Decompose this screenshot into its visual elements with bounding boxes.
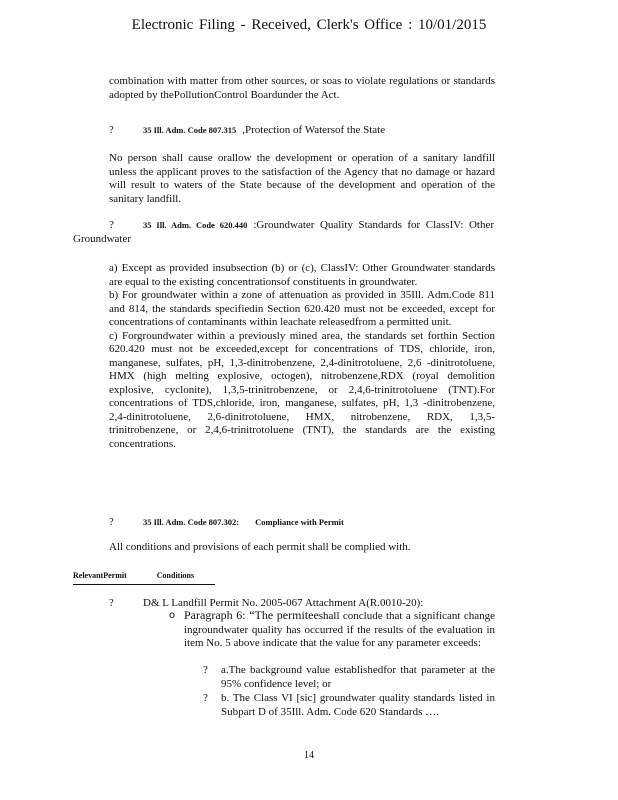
citation-code: 35 Ill. Adm. Code 807.315 xyxy=(143,125,237,135)
citation-code: 35 Ill. Adm. Code 620.440 xyxy=(143,220,248,230)
paragraph-807-315-text: No person shall cause orallow the development or operation of a sanitary landfill unless the applicant proves to the satisfaction of the Agency that no damage or hazard will result to waters of the State because of the development and operation of the sanitary landfill. xyxy=(109,152,495,205)
missing-glyph-marker: ? xyxy=(203,664,208,676)
permit-reference: D& L Landfill Permit No. 2005-067 Attachment A(R.0010-20): xyxy=(143,597,424,609)
paragraph-a: a) Except as provided insubsection (b) or (c), ClassIV: Other Groundwater standards are equal to the existing concentrationsof constituents in groundwater. xyxy=(109,262,495,288)
intro-paragraph xyxy=(109,75,495,102)
circle-bullet-icon: o xyxy=(169,610,176,621)
paragraph-c: c) Forgroundwater within a previously mined area, the standards set forthin Section 620.420 must not be exceeded,except for concentrations of TDS, chloride, iron, manganese, sulfates, pH, 1,3-dinitrobenzene, 2,4-dinitrotoluene, 2,6 -dinitrotoluene, HMX (high melting explosive, octogen), nitrobenzene,RDX (royal demolition explosive, cyclonite), 1,3,5-trinitrobenzene, or 2,4,6-trinitrotoluene (TNT).For concentrations of TDS,chloride, iron, manganese, sulfates, pH, 1,3 -dinitrobenzene, 2,4-dinitrotoluene, 2,6-dinitrotoluene, HMX, nitrobenzene, RDX, 1,3,5-trinitrobenzene, or 2,4,6-trinitrotoluene (TNT), the standards are the existing concentrations. xyxy=(109,329,495,450)
page-number: 14 xyxy=(304,750,314,761)
paragraph-b: b) For groundwater within a zone of attenuation as provided in 35Ill. Adm.Code 811 and 814, the standards specifiedin Section 620.420 must not be exceeded, except for concentrations of contaminants within leachate releasedfrom a permitted unit. xyxy=(109,289,495,328)
column-heading-relevant-permit: RelevantPermit xyxy=(73,571,127,580)
missing-glyph-marker: ? xyxy=(109,598,114,609)
paragraph-6-text xyxy=(184,609,495,651)
condition-b xyxy=(221,692,495,719)
column-heading-conditions: Conditions xyxy=(156,571,195,580)
citation-title: ,Protection of Watersof the State xyxy=(242,124,386,136)
paragraph-6-lead: Paragraph 6: “The permitee xyxy=(184,608,319,622)
citation-620-440 xyxy=(73,219,494,246)
condition-a-text: a.The background value establishedfor that parameter at the 95% confidence level; or xyxy=(221,664,495,690)
citation-title: Compliance with Permit xyxy=(255,517,344,527)
paragraph-807-302-text: All conditions and provisions of each permit shall be complied with. xyxy=(109,541,411,553)
paragraph-6-rest: shall conclude that a significant change ingroundwater quality has occurred if the results of the evaluation in item No. 5 above indicate that the value for any parameter exceeds: xyxy=(184,610,495,649)
page-header: Electronic Filing - Received, Clerk's Office : 10/01/2015 xyxy=(131,17,487,33)
section-620-440-body xyxy=(109,262,495,451)
missing-glyph-marker: ? xyxy=(109,517,114,528)
missing-glyph-marker: ? xyxy=(203,692,208,704)
condition-a xyxy=(221,664,495,691)
intro-text: combination with matter from other sources, or soas to violate regulations or standards adopted by thePollutionControl Boardunder the Act. xyxy=(109,75,495,101)
column-headings xyxy=(73,569,215,585)
paragraph-6 xyxy=(184,609,495,651)
citation-807-315 xyxy=(109,124,385,138)
citation-807-302 xyxy=(109,516,350,530)
missing-glyph-marker: ? xyxy=(109,219,114,231)
paragraph-807-315 xyxy=(109,152,495,206)
citation-code: 35 Ill. Adm. Code 807.302: xyxy=(143,517,240,527)
citation-title: :Groundwater Quality Standards for ClassIV: Other Groundwater xyxy=(73,219,494,245)
condition-b-text: b. The Class VI [sic] groundwater quality standards listed in Subpart D of 35Ill. Adm. Code 620 Standards …. xyxy=(221,692,495,718)
missing-glyph-marker: ? xyxy=(109,125,114,136)
paragraph-807-302 xyxy=(109,541,495,555)
